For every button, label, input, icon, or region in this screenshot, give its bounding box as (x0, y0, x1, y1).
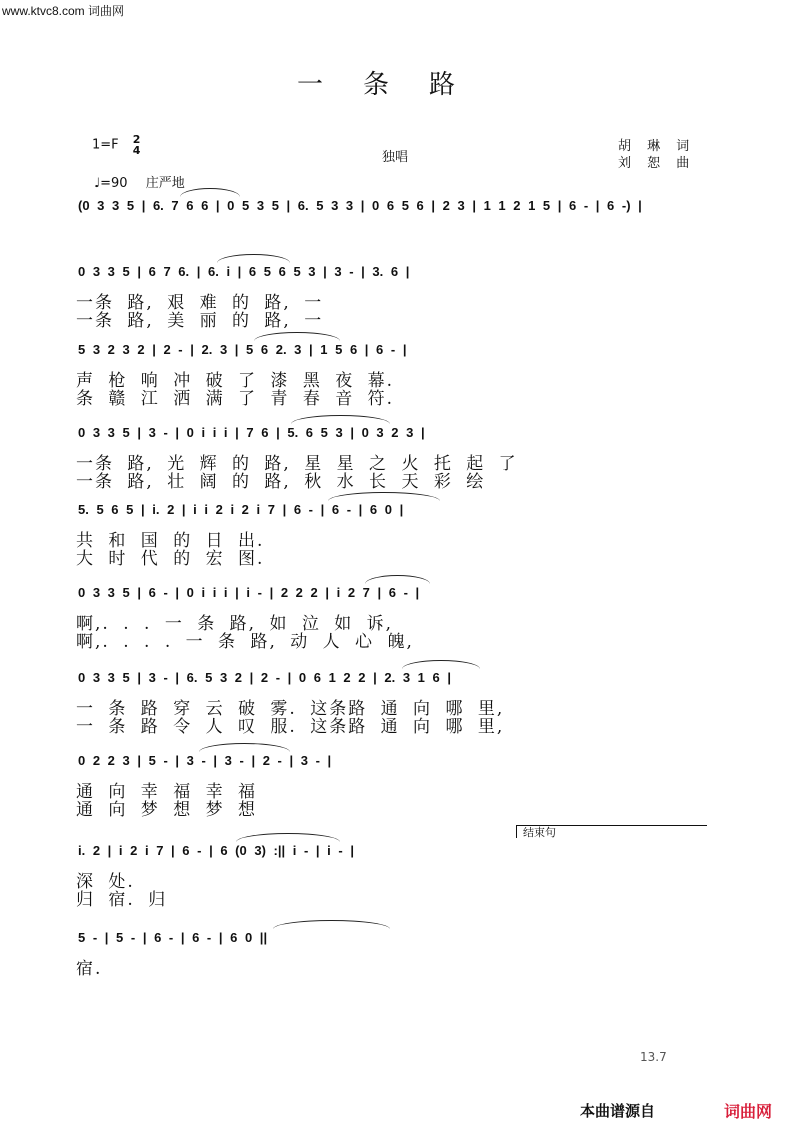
lyric-verse-2: 一 条 路 令 人 叹 服. 这条路 通 向 哪 里, (76, 717, 505, 737)
lyric-verse-1: 一条 路, 光 辉 的 路, 星 星 之 火 托 起 了 (76, 454, 518, 474)
slur-mark (291, 415, 390, 424)
notation-row: 5 3 2 3 2 | 2 - | 2. 3 | 5 6 2. 3 | 1 5 6 | 6 - | (78, 342, 407, 357)
credits (618, 138, 695, 172)
lyric-verse-1: 一条 路, 艰 难 的 路, 一 (76, 293, 324, 313)
notation-row: (0 3 3 5 | 6. 7 6 6 | 0 5 3 5 | 6. 5 3 3 | 0 6 5 6 | 2 3 | 1 1 2 1 5 | 6 - | 6 -) | (78, 198, 642, 213)
lyricist: 胡 琳 词 (618, 139, 696, 154)
lyric-verse-2: 通 向 梦 想 梦 想 (76, 800, 258, 820)
slur-mark (217, 254, 290, 263)
notation-row: 0 3 3 5 | 6 - | 0 i i i | i - | 2 2 2 | i 2 7 | 6 - | (78, 585, 420, 600)
lyric-verse-2: 条 赣 江 洒 满 了 青 春 音 符. (76, 389, 395, 409)
tempo-row (94, 172, 185, 191)
slur-mark (328, 492, 440, 501)
lyric-verse-2: 啊,. . . . 一 条 路, 动 人 心 魄, (76, 632, 414, 652)
lyric-verse-1: 通 向 幸 福 幸 福 (76, 782, 258, 802)
site-logo[interactable]: 词曲网 (724, 1102, 773, 1121)
lyric-verse-2: 一条 路, 壮 阔 的 路, 秋 水 长 天 彩 绘 (76, 472, 486, 492)
lyric-verse-1: 声 枪 响 冲 破 了 漆 黑 夜 幕. (76, 371, 395, 391)
notation-row: 0 3 3 5 | 6 7 6. | 6. i | 6 5 6 5 3 | 3 - | 3. 6 | (78, 264, 410, 279)
site-header (2, 2, 124, 19)
notation-row: i. 2 | i 2 i 7 | 6 - | 6 (0 3) :|| i - | i - | (78, 843, 354, 858)
slur-mark (402, 660, 480, 669)
lyric-verse-2: 归 宿. 归 (76, 890, 168, 910)
lyric-verse-1: 宿. (76, 959, 103, 979)
lyric-verse-1: 一 条 路 穿 云 破 雾. 这条路 通 向 哪 里, (76, 699, 505, 719)
time-denominator: 4 (132, 144, 141, 157)
lyric-verse-2: 大 时 代 的 宏 图. (76, 549, 265, 569)
notation-row: 5 - | 5 - | 6 - | 6 - | 6 0 || (78, 930, 268, 945)
notation-row: 0 3 3 5 | 3 - | 0 i i i | 7 6 | 5. 6 5 3 | 0 3 2 3 | (78, 425, 425, 440)
key-label: 1=F (92, 137, 119, 153)
slur-mark (365, 575, 430, 584)
lyric-verse-1: 共 和 国 的 日 出. (76, 531, 265, 551)
slur-mark (254, 332, 340, 341)
performance-type: 独唱 (382, 150, 409, 165)
tempo-mark: ♩=90 (94, 176, 128, 191)
lyric-verse-1: 深 处. (76, 872, 135, 892)
lyric-verse-1: 啊,. . . 一 条 路, 如 泣 如 诉, (76, 614, 394, 634)
time-signature (133, 134, 141, 156)
notation-row: 0 2 2 3 | 5 - | 3 - | 3 - | 2 - | 3 - | (78, 753, 332, 768)
notation-row: 0 3 3 5 | 3 - | 6. 5 3 2 | 2 - | 0 6 1 2 2 | 2. 3 1 6 | (78, 670, 451, 685)
page-number: 13.7 (640, 1050, 667, 1064)
song-title: 一条路 (296, 70, 495, 100)
source-label: 本曲谱源自 (580, 1102, 656, 1120)
time-numerator: 2 (132, 133, 141, 146)
lyric-verse-2: 一条 路, 美 丽 的 路, 一 (76, 311, 324, 331)
site-name: 词曲网 (88, 4, 125, 18)
slur-mark (236, 833, 340, 842)
expression-mark: 庄严地 (145, 176, 185, 191)
slur-mark (180, 188, 240, 197)
notation-row: 5. 5 6 5 | i. 2 | i i 2 i 2 i 7 | 6 - | 6 - | 6 0 | (78, 502, 404, 517)
slur-mark (273, 920, 390, 929)
site-url[interactable]: www.ktvc8.com (2, 4, 85, 18)
volta-label: 结束句 (523, 826, 556, 839)
slur-mark (199, 743, 290, 752)
composer: 刘 恕 曲 (618, 156, 696, 171)
volta-bracket (516, 825, 707, 838)
key-signature (92, 134, 140, 156)
